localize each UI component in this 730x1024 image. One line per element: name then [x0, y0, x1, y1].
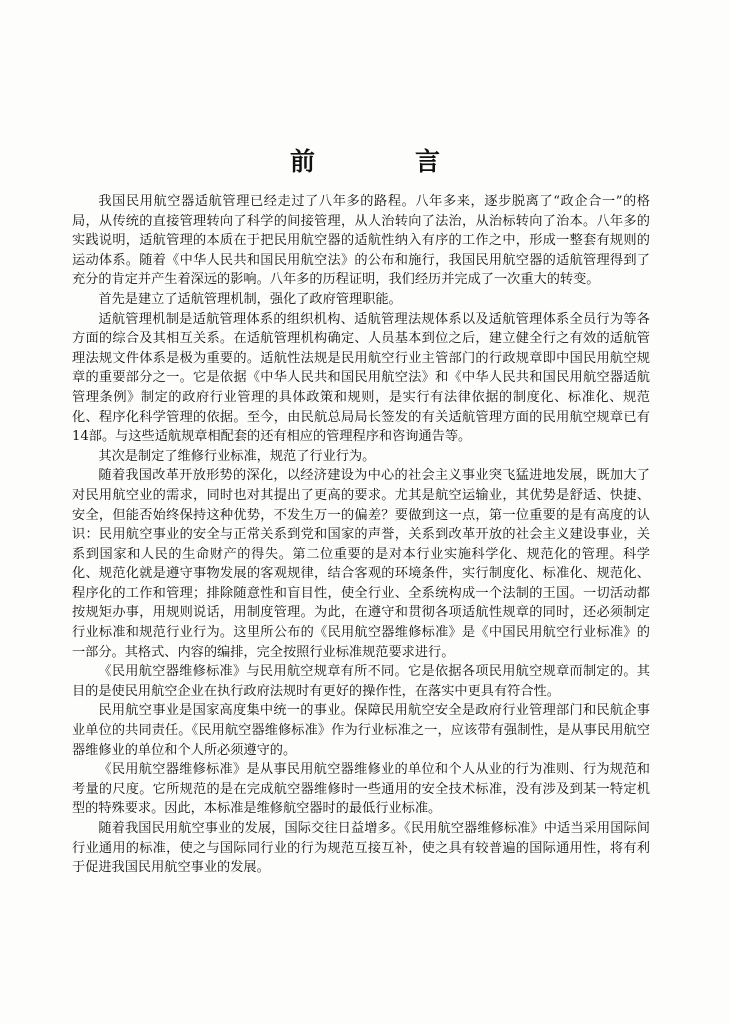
paragraph: 我国民用航空器适航管理已经走过了八年多的路程。八年多来，逐步脱离了“政企合一”的格局，从传统的直接管理转向了科学的间接管理，从人治转向了法治，从治标转向了治本。八年多的实践说明，适航管理的本质在于把民用航空器的适航性纳入有序的工作之中，形成一整套有规则的运动体系。随着《中华人民共和国民用航空法》的公布和施行，我国民用航空器的适航管理得到了充分的肯定并产生着深远的影响。八年多的历程证明，我们经历并完成了一次重大的转变。 [72, 194, 650, 288]
page-title [0, 142, 730, 178]
preface-body [72, 192, 650, 878]
paragraph: 适航管理机制是适航管理体系的组织机构、适航管理法规体系以及适航管理体系全员行为等各方面的综合及其相互关系。在适航管理机构确定、人员基本到位之后，建立健全行之有效的适航管理法规文件体系是极为重要的。适航性法规是民用航空行业主管部门的行政规章即中国民用航空规章的重要部分之一。它是依据《中华人民共和国民用航空法》和《中华人民共和国民用航空器适航管理条例》制定的政府行业管理的具体政策和规则，是实行有法律依据的制度化、标准化、规范化、程序化科学管理的依据。至今，由民航总局局长签发的有关适航管理方面的民用航空规章已有14部。与这些适航规章相配套的还有相应的管理程序和咨询通告等。 [72, 311, 650, 445]
paragraph: 民用航空事业是国家高度集中统一的事业。保障民用航空安全是政府行业管理部门和民航企事业单位的共同责任。《民用航空器维修标准》作为行业标准之一，应该带有强制性，是从事民用航空器维修业的单位和个人所必须遵守的。 [72, 703, 650, 758]
paragraph: 《民用航空器维修标准》是从事民用航空器维修业的单位和个人从业的行为准则、行为规范和考量的尺度。它所规范的是在完成航空器维修时一些通用的安全技术标准，没有涉及到某一特定机型的特殊要求。因此，本标准是维修航空器时的最低行业标准。 [72, 762, 650, 817]
paragraph: 随着我国民用航空事业的发展，国际交往日益增多。《民用航空器维修标准》中适当采用国际间行业通用的标准，使之与国际同行业的行为规范互接互补，使之具有较普遍的国际通用性，将有利于促进我国民用航空事业的发展。 [72, 821, 650, 876]
paragraph: 《民用航空器维修标准》与民用航空规章有所不同。它是依据各项民用航空规章而制定的。其目的是使民用航空企业在执行政府法规时有更好的操作性，在落实中更具有符合性。 [72, 664, 650, 699]
title-char-2: 言 [415, 147, 441, 176]
paragraph: 首先是建立了适航管理机制，强化了政府管理职能。 [98, 291, 402, 307]
title-char-1: 前 [289, 147, 315, 176]
paragraph: 其次是制定了维修行业标准，规范了行业行为。 [98, 448, 376, 464]
paragraph: 随着我国改革开放形势的深化，以经济建设为中心的社会主义事业突飞猛进地发展，既加大了对民用航空业的需求，同时也对其提出了更高的要求。尤其是航空运输业，其优势是舒适、快捷、安全，但能否始终保持这种优势，不发生万一的偏差？要做到这一点，第一位重要的是有高度的认识：民用航空事业的安全与正常关系到党和国家的声誉，关系到改革开放的社会主义建设事业，关系到国家和人民的生命财产的得失。第二位重要的是对本行业实施科学化、规范化的管理。科学化、规范化就是遵守事物发展的客观规律，结合客观的环境条件，实行制度化、标准化、规范化、程序化的工作和管理；排除随意性和盲目性，使全行业、全系统构成一个法制的王国。一切活动都按规矩办事，用规则说话，用制度管理。为此，在遵守和贯彻各项适航性规章的同时，还必须制定行业标准和规范行业行为。这里所公布的《民用航空器维修标准》是《中国民用航空行业标准》的一部分。其格式、内容的编排，完全按照行业标准规范要求进行。 [72, 468, 650, 660]
